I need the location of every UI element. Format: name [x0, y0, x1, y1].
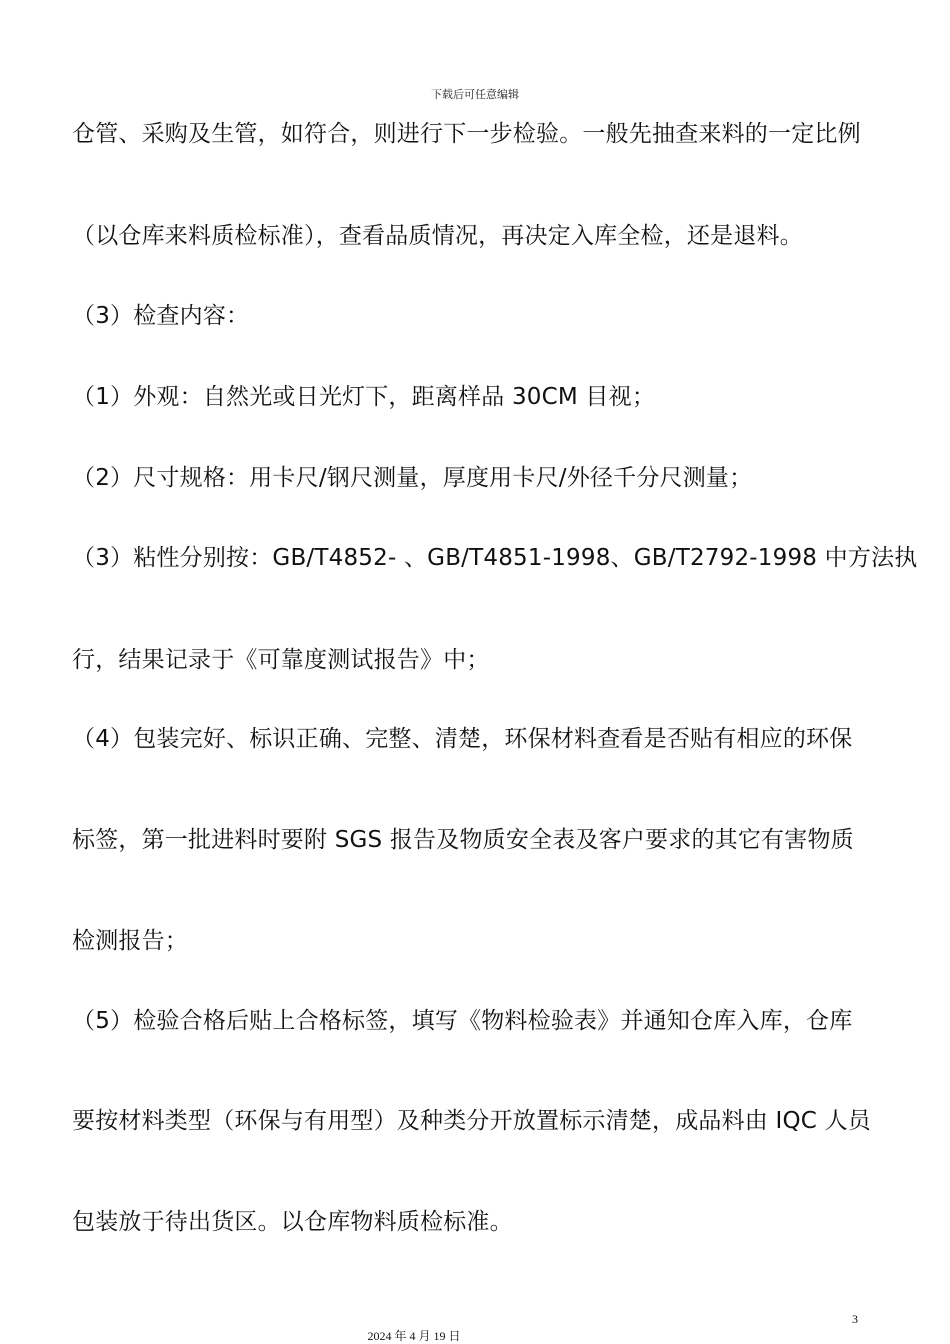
paragraph-line: 包装放于待出货区。以仓库物料质检标准。 — [72, 1209, 513, 1235]
paragraph-line: 仓管、采购及生管，如符合，则进行下一步检验。一般先抽查来料的一定比例 — [72, 121, 861, 147]
paragraph-line: 检测报告； — [72, 928, 188, 954]
paragraph-line: （1）外观：自然光或日光灯下，距离样品 30CM 目视； — [72, 384, 656, 410]
page-header: 下载后可任意编辑 — [431, 88, 519, 101]
paragraph-line: （5）检验合格后贴上合格标签，填写《物料检验表》并通知仓库入库，仓库 — [72, 1008, 853, 1034]
paragraph-line: 标签，第一批进料时要附 SGS 报告及物质安全表及客户要求的其它有害物质 — [72, 827, 854, 853]
paragraph-line: （2）尺寸规格：用卡尺/钢尺测量，厚度用卡尺/外径千分尺测量； — [72, 465, 753, 491]
footer-date: 2024 年 4 月 19 日 — [367, 1329, 461, 1343]
paragraph-line: （4）包装完好、标识正确、完整、清楚，环保材料查看是否贴有相应的环保 — [72, 726, 853, 752]
paragraph-line: 要按材料类型（环保与有用型）及种类分开放置标示清楚，成品料由 IQC 人员 — [72, 1108, 871, 1134]
paragraph-line: 行，结果记录于《可靠度测试报告》中； — [72, 647, 490, 673]
paragraph-line: （以仓库来料质检标准），查看品质情况，再决定入库全检，还是退料。 — [72, 223, 803, 249]
page-number: 3 — [852, 1312, 858, 1326]
paragraph-line: （3）检查内容： — [72, 303, 250, 329]
paragraph-line: （3）粘性分别按：GB/T4852- 、GB/T4851-1998、GB/T2792-1998 中方法执 — [72, 545, 918, 571]
